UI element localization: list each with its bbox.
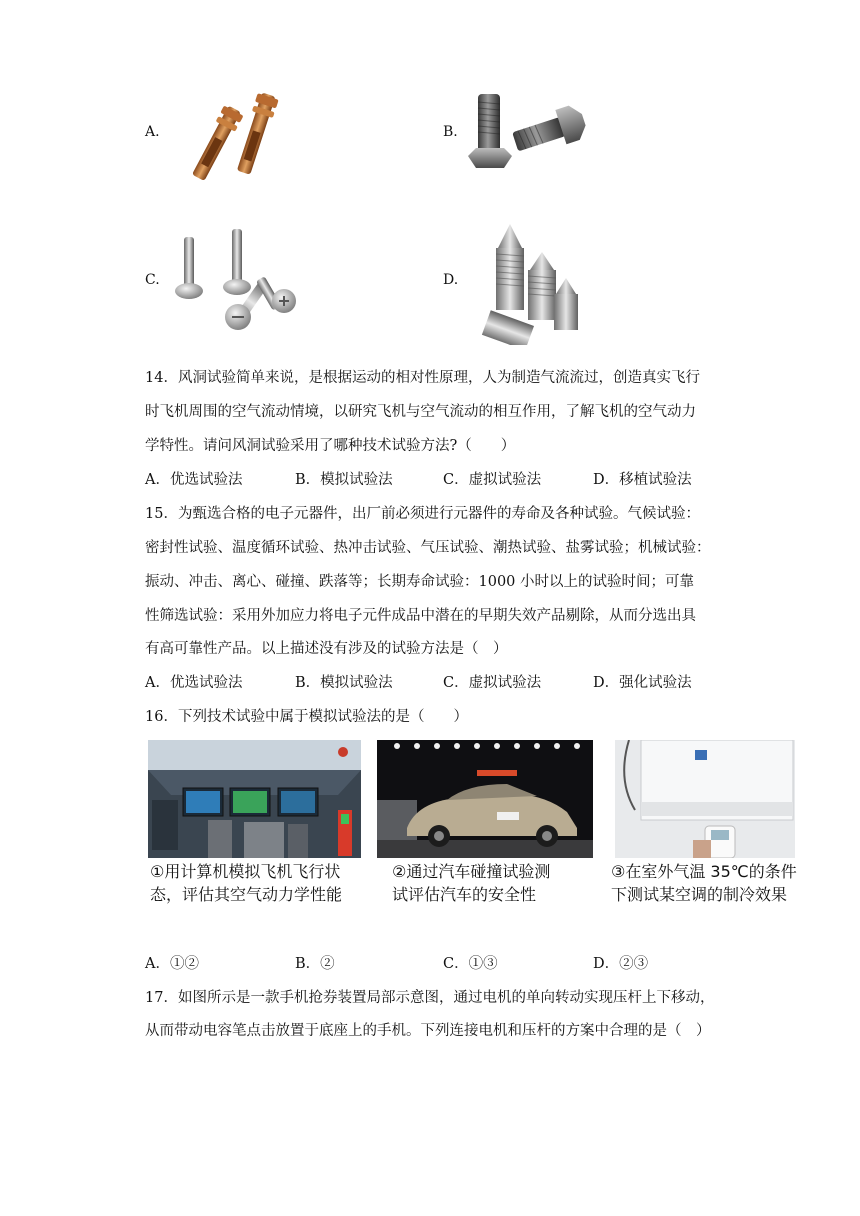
- q16-choice-b[interactable]: B．②: [295, 956, 335, 972]
- car-crash-test-photo: [377, 740, 593, 858]
- set-screw-image: [470, 220, 590, 345]
- q14-choice-b[interactable]: B．模拟试验法: [295, 472, 393, 488]
- expansion-bolt-image: [180, 88, 290, 193]
- q16-choice-d[interactable]: D．②③: [593, 956, 649, 972]
- q15-line-5: 有高可靠性产品。以上描述没有涉及的试验方法是（ ）: [145, 641, 508, 657]
- option-d-label: D.: [443, 272, 459, 288]
- hex-bolt-image: [466, 88, 591, 183]
- caption-cockpit-line-1: ①用计算机模拟飞机飞行状: [150, 862, 341, 881]
- q15-line-1: 15．为甄选合格的电子元器件，出厂前必须进行元器件的寿命及各种试验。气候试验：: [145, 506, 700, 522]
- q15-choice-d[interactable]: D．强化试验法: [593, 675, 692, 691]
- caption-ac-line-2: 下测试某空调的制冷效果: [611, 885, 788, 904]
- option-b-label: B.: [443, 124, 458, 140]
- q15-line-4: 性筛选试验：采用外加应力将电子元件成品中潜在的早期失效产品剔除，从而分选出具: [145, 608, 696, 624]
- q14-choice-a[interactable]: A．优选试验法: [145, 472, 243, 488]
- caption-crash-line-1: ②通过汽车碰撞试验测: [392, 862, 551, 881]
- q16-choice-a[interactable]: A．①②: [145, 956, 199, 972]
- q16-stem: 16．下列技术试验中属于模拟试验法的是（ ）: [145, 709, 468, 725]
- cockpit-simulator-photo: [148, 740, 361, 858]
- air-conditioner-photo: [615, 740, 795, 858]
- q17-line-2: 从而带动电容笔点击放置于底座上的手机。下列连接电机和压杆的方案中合理的是（ ）: [145, 1023, 711, 1039]
- option-a-label: A.: [145, 124, 160, 140]
- q16-choice-c[interactable]: C．①③: [443, 956, 498, 972]
- option-c-label: C.: [145, 272, 160, 288]
- q15-choice-c[interactable]: C．虚拟试验法: [443, 675, 542, 691]
- q15-line-3: 振动、冲击、离心、碰撞、跌落等；长期寿命试验：1000 小时以上的试验时间；可靠: [145, 574, 695, 590]
- q14-choice-d[interactable]: D．移植试验法: [593, 472, 692, 488]
- caption-ac-line-1: ③在室外气温 35℃的条件: [611, 862, 797, 881]
- q14-line-1: 14．风洞试验简单来说，是根据运动的相对性原理，人为制造气流流过，创造真实飞行: [145, 370, 700, 386]
- q14-line-2: 时飞机周围的空气流动情境，以研究飞机与空气流动的相互作用，了解飞机的空气动力: [145, 404, 696, 420]
- q17-line-1: 17．如图所示是一款手机抢券装置局部示意图，通过电机的单向转动实现压杆上下移动，: [145, 990, 715, 1006]
- caption-crash-line-2: 试评估汽车的安全性: [392, 885, 537, 904]
- q15-choice-b[interactable]: B．模拟试验法: [295, 675, 393, 691]
- q15-choice-a[interactable]: A．优选试验法: [145, 675, 243, 691]
- round-head-screw-image: [170, 225, 305, 335]
- q15-line-2: 密封性试验、温度循环试验、热冲击试验、气压试验、潮热试验、盐雾试验；机械试验：: [145, 540, 711, 556]
- caption-cockpit-line-2: 态，评估其空气动力学性能: [150, 885, 343, 904]
- q14-line-3: 学特性。请问风洞试验采用了哪种技术试验方法?（ ）: [145, 438, 516, 454]
- q14-choice-c[interactable]: C．虚拟试验法: [443, 472, 542, 488]
